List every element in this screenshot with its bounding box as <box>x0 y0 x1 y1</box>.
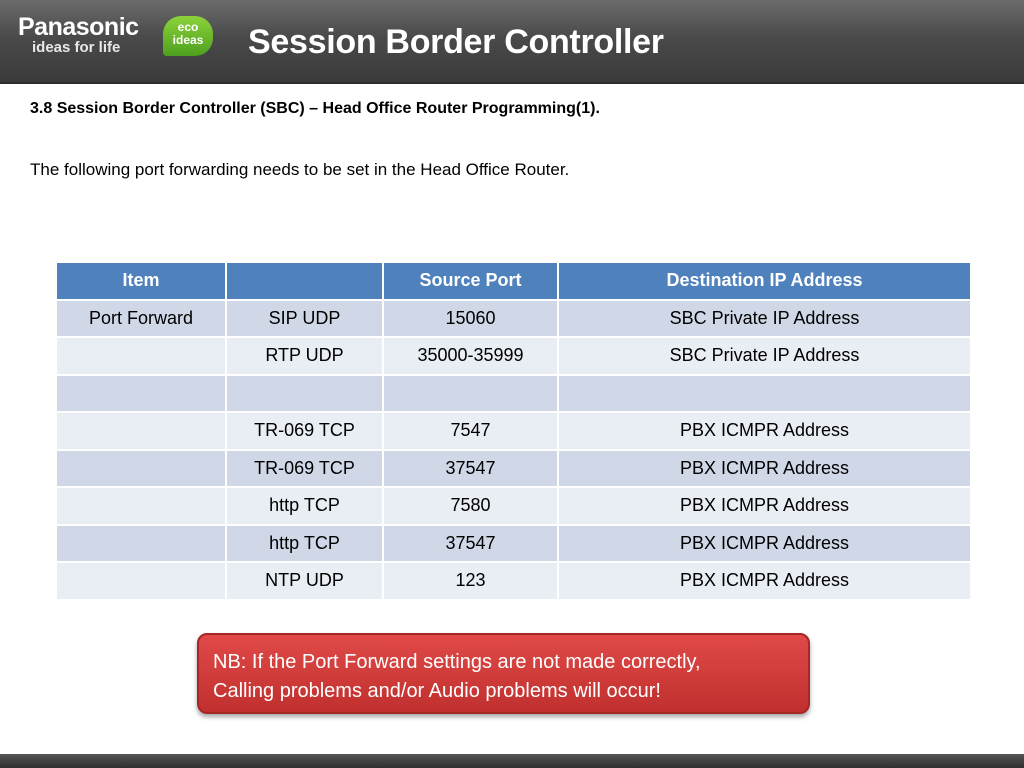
table-row <box>56 375 971 413</box>
table-row <box>56 412 971 450</box>
note-line-1: NB: If the Port Forward settings are not made correctly, <box>213 651 701 673</box>
eco-badge-line1: eco <box>177 20 199 34</box>
cell-protocol <box>226 375 383 413</box>
cell-protocol: http TCP <box>226 487 383 525</box>
brand-tagline: ideas for life <box>32 39 121 56</box>
cell-source-port <box>383 375 558 413</box>
footer-bar <box>0 754 1024 768</box>
eco-ideas-badge <box>163 16 213 56</box>
cell-source-port: 15060 <box>383 300 558 338</box>
cell-source-port: 37547 <box>383 525 558 563</box>
cell-item <box>56 525 226 563</box>
cell-protocol: TR-069 TCP <box>226 412 383 450</box>
cell-destination: PBX ICMPR Address <box>558 412 971 450</box>
cell-source-port: 35000-35999 <box>383 337 558 375</box>
cell-source-port: 7547 <box>383 412 558 450</box>
intro-text: The following port forwarding needs to be set in the Head Office Router. <box>30 160 570 179</box>
table-row <box>56 562 971 600</box>
cell-item: Port Forward <box>56 300 226 338</box>
cell-item <box>56 450 226 488</box>
cell-protocol: http TCP <box>226 525 383 563</box>
cell-destination: SBC Private IP Address <box>558 300 971 338</box>
slide-title: Session Border Controller <box>248 23 664 61</box>
table-row <box>56 337 971 375</box>
port-forwarding-table <box>55 261 972 601</box>
table-row <box>56 300 971 338</box>
cell-item <box>56 337 226 375</box>
cell-source-port: 7580 <box>383 487 558 525</box>
cell-protocol: SIP UDP <box>226 300 383 338</box>
cell-destination: SBC Private IP Address <box>558 337 971 375</box>
cell-source-port: 37547 <box>383 450 558 488</box>
table-row <box>56 487 971 525</box>
cell-protocol: TR-069 TCP <box>226 450 383 488</box>
cell-protocol: NTP UDP <box>226 562 383 600</box>
note-line-2: Calling problems and/or Audio problems will occur! <box>213 680 661 702</box>
table-header-row <box>56 262 971 300</box>
cell-destination: PBX ICMPR Address <box>558 487 971 525</box>
cell-protocol: RTP UDP <box>226 337 383 375</box>
brand-name: Panasonic <box>18 13 139 41</box>
column-header-source-port: Source Port <box>383 262 558 300</box>
panasonic-logo <box>18 14 139 56</box>
table-row <box>56 450 971 488</box>
column-header-protocol <box>226 262 383 300</box>
cell-destination: PBX ICMPR Address <box>558 525 971 563</box>
warning-note <box>197 633 810 714</box>
cell-item <box>56 375 226 413</box>
cell-item <box>56 412 226 450</box>
section-heading: 3.8 Session Border Controller (SBC) – Head Office Router Programming(1). <box>30 100 600 117</box>
eco-badge-line2: ideas <box>172 33 204 47</box>
cell-destination: PBX ICMPR Address <box>558 450 971 488</box>
cell-source-port: 123 <box>383 562 558 600</box>
header-bar <box>0 0 1024 84</box>
column-header-destination: Destination IP Address <box>558 262 971 300</box>
cell-item <box>56 487 226 525</box>
cell-destination: PBX ICMPR Address <box>558 562 971 600</box>
column-header-item: Item <box>56 262 226 300</box>
cell-item <box>56 562 226 600</box>
cell-destination <box>558 375 971 413</box>
table-row <box>56 525 971 563</box>
